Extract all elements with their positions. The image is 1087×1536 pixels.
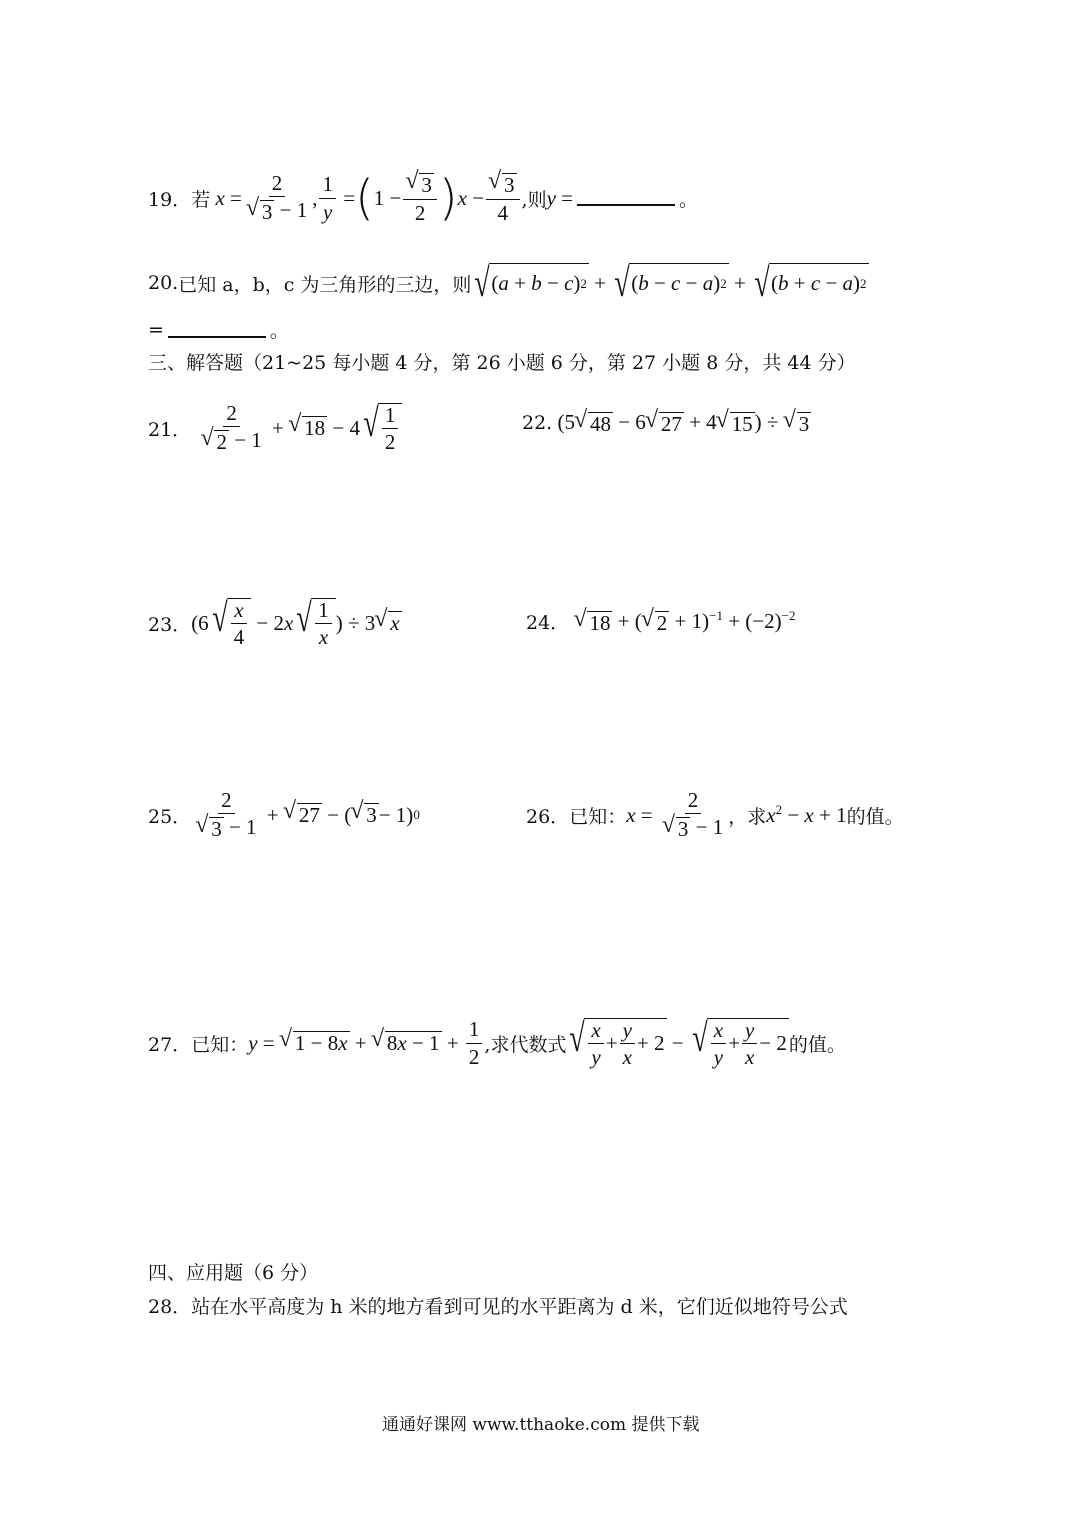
question-20 xyxy=(148,262,869,304)
question-text: 若 xyxy=(191,188,211,211)
question-number: 24． xyxy=(526,612,570,635)
formula: x = 2 √ 3 − 1 xyxy=(626,789,728,841)
question-text: 站在水平高度为 h 米的地方看到可见的水平距离为 d 米，它们近似地符号公式 xyxy=(191,1296,848,1318)
answer-blank[interactable] xyxy=(577,190,675,206)
question-22 xyxy=(522,410,811,437)
formula: 2 √ 2 − 1 + √ 18 − 4 √ $\frac{1}{2}$ xyxy=(191,402,402,454)
question-28 xyxy=(148,1292,848,1319)
question-number: 23． xyxy=(148,613,192,636)
question-25 xyxy=(148,784,420,846)
formula: 2 √ 3 − 1 + √ 27 − ( √ 3 − 1) 0 xyxy=(191,789,420,841)
question-text: 已知 a，b，c 为三角形的三边，则 xyxy=(178,273,472,296)
question-number: 19． xyxy=(148,188,192,211)
question-number: 28． xyxy=(148,1296,192,1318)
question-24 xyxy=(526,608,796,636)
question-number: 27． xyxy=(148,1033,192,1056)
question-number: 21． xyxy=(148,418,192,441)
question-number: 20. xyxy=(148,272,179,294)
formula: (6 √ $\frac{x}{4}$ − 2 x √ $\frac{1}{x}$ ) ÷ 3 √ x xyxy=(191,598,401,648)
formula: y = √ 1 − 8x + √ 8x − 1 + $\frac{1}{2}$ xyxy=(248,1018,484,1067)
question-27: 27． 已知： y = √ 1 − 8x + √ 8x − 1 + $\frac{1}{2}$ ,求代数式 √ $\frac{x}{y}$ + $\frac{y}{x}$ + 2 − √ $\frac{x}{y}$ + $\frac{y}{x}$ − 2 的值。 xyxy=(148,1008,846,1078)
formula: √ 18 + (√ $2 + 1)^{-1} + (-2)^{-2}$ xyxy=(569,608,795,636)
answer-blank[interactable] xyxy=(168,322,266,338)
question-number: 22. xyxy=(522,412,553,435)
question-text: ,则 xyxy=(521,188,547,211)
question-23 xyxy=(148,592,402,654)
question-26: 26． 已知： x = 2 √ 3 − 1 ，求 $x^2 - x + 1$ 的值。 xyxy=(526,784,904,846)
section-4-title: 四、应用题（6 分） xyxy=(148,1262,319,1284)
formula: x = 2 √ 3 − 1 , $\frac{1}{y}$ = ( 1 − √ $\frac{3}{2}$ ) x − √ $\frac{3}{4}$ xyxy=(210,172,521,224)
formula: (5√ 48 − 6√ 27 + 4√ 15) ÷ √ 3 xyxy=(552,410,811,437)
page-footer: 通通好课网 www.tthaoke.com 提供下载 xyxy=(382,1415,700,1435)
question-number: 26． xyxy=(526,805,570,828)
question-20-answer-line: = 。 xyxy=(148,318,289,342)
question-19: 19． 若 x = 2 √ 3 − 1 , $\frac{1}{y}$ = ( 1 − √ $\frac{3}{2}$ ) x − √ $\frac{3}{4}$ ,则 y = 。 xyxy=(148,162,698,234)
formula: √ ( a + b − c ) 2 + √ ( b − c − a ) 2 + √ ( b + c − a ) 2 xyxy=(474,260,867,305)
question-number: 25． xyxy=(148,805,192,828)
formula: √ $\frac{x}{y}$ + $\frac{y}{x}$ + 2 − √ $\frac{x}{y}$ + $\frac{y}{x}$ − 2 xyxy=(569,1014,787,1069)
section-3-title: 三、解答题（21~25 每小题 4 分，第 26 小题 6 分，第 27 小题 8 分，共 44 分） xyxy=(148,352,856,374)
question-21 xyxy=(148,396,402,460)
